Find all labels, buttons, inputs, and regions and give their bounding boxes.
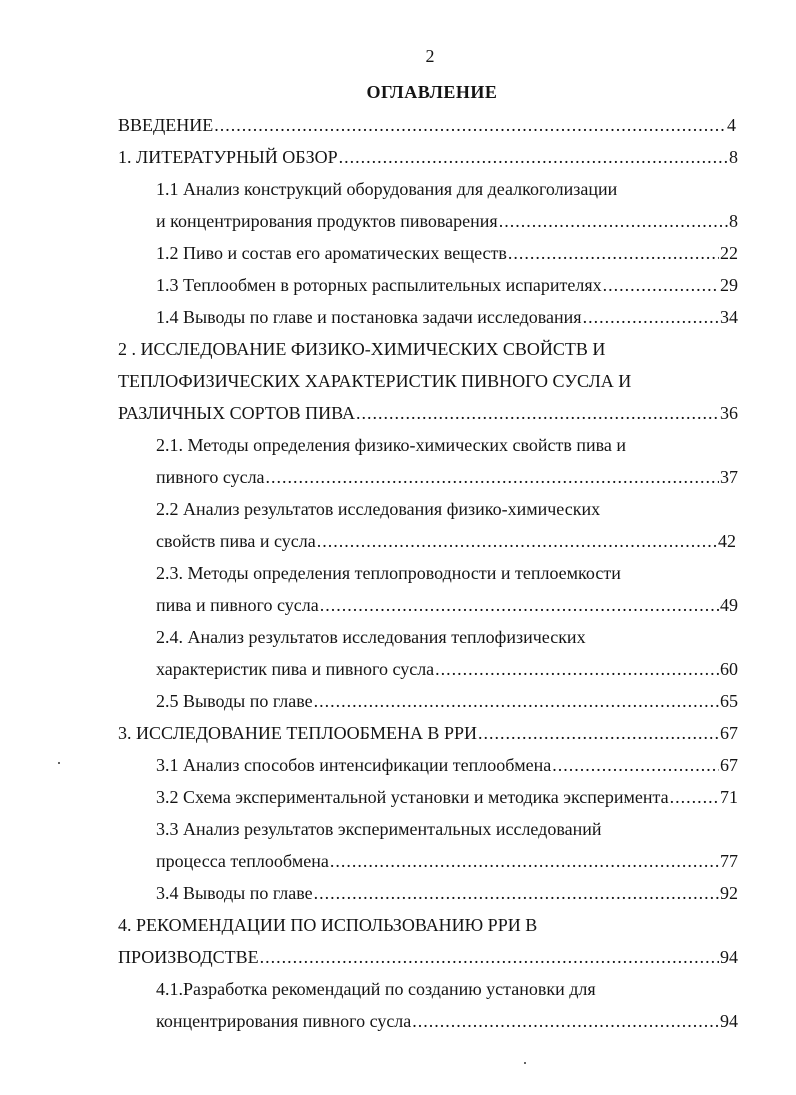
toc-entry-2-2-line-1: 2.2 Анализ результатов исследования физико-химических	[156, 499, 601, 519]
page-number: 2	[425, 46, 435, 66]
toc-entry-chapter-4-line-1: 4. РЕКОМЕНДАЦИИ ПО ИСПОЛЬЗОВАНИЮ РРИ В	[118, 915, 538, 935]
toc-entry-2-3-line-1: 2.3. Методы определения теплопроводности и теплоемкости	[156, 563, 621, 583]
toc-entry-3-3-line-2: процесса теплообмена ..... 77	[156, 850, 738, 872]
toc-entry-2-2-line-2: свойств пива и сусла ..... 42	[156, 530, 736, 552]
toc-entry-4-1-line-2: концентрирования пивного сусла ..... 94	[156, 1010, 738, 1032]
scan-speck	[524, 1062, 526, 1064]
toc-entry-3-2: 3.2 Схема экспериментальной установки и методика эксперимента ..... 71	[156, 786, 738, 808]
toc-entry-1-3: 1.3 Теплообмен в роторных распылительных испарителях ..... 29	[156, 274, 738, 296]
toc-entry-chapter-2-line-1: 2 . ИССЛЕДОВАНИЕ ФИЗИКО-ХИМИЧЕСКИХ СВОЙСТВ И	[118, 339, 606, 359]
toc-entry-2-4-line-2: характеристик пива и пивного сусла ..... 60	[156, 658, 738, 680]
toc-entry-chapter-4-line-2: ПРОИЗВОДСТВЕ ..... 94	[118, 946, 738, 968]
toc-entry-3-3-line-1: 3.3 Анализ результатов экспериментальных исследований	[156, 819, 602, 839]
toc-title: ОГЛАВЛЕНИЕ	[366, 82, 498, 102]
toc-entry-3-1: 3.1 Анализ способов интенсификации теплообмена ..... 67	[156, 754, 738, 776]
toc-entry-chapter-1: 1. ЛИТЕРАТУРНЫЙ ОБЗОР ..... 8	[118, 146, 738, 168]
toc-entry-2-5: 2.5 Выводы по главе ..... 65	[156, 690, 738, 712]
toc-entry-1-1-line-2: и концентрирования продуктов пивоварения ..... 8	[156, 210, 738, 232]
toc-entry-chapter-2-line-3: РАЗЛИЧНЫХ СОРТОВ ПИВА ..... 36	[118, 402, 738, 424]
toc-entry-1-4: 1.4 Выводы по главе и постановка задачи исследования ..... 34	[156, 306, 738, 328]
scan-speck	[58, 762, 60, 764]
toc-entry-introduction: ВВЕДЕНИЕ ..... 4	[118, 114, 736, 136]
toc-entry-2-1-line-1: 2.1. Методы определения физико-химических свойств пива и	[156, 435, 627, 455]
toc-entry-chapter-2-line-2: ТЕПЛОФИЗИЧЕСКИХ ХАРАКТЕРИСТИК ПИВНОГО СУСЛА И	[118, 371, 632, 391]
toc-entry-2-1-line-2: пивного сусла ..... 37	[156, 466, 738, 488]
toc-entry-2-3-line-2: пива и пивного сусла ..... 49	[156, 594, 738, 616]
toc-entry-4-1-line-1: 4.1.Разработка рекомендаций по созданию установки для	[156, 979, 596, 999]
toc-entry-1-1-line-1: 1.1 Анализ конструкций оборудования для деалкоголизации	[156, 179, 618, 199]
toc-entry-chapter-3: 3. ИССЛЕДОВАНИЕ ТЕПЛООБМЕНА В РРИ ..... 67	[118, 722, 738, 744]
toc-entry-1-2: 1.2 Пиво и состав его ароматических веществ ..... 22	[156, 242, 738, 264]
toc-entry-2-4-line-1: 2.4. Анализ результатов исследования теплофизических	[156, 627, 586, 647]
toc-entry-3-4: 3.4 Выводы по главе ..... 92	[156, 882, 738, 904]
